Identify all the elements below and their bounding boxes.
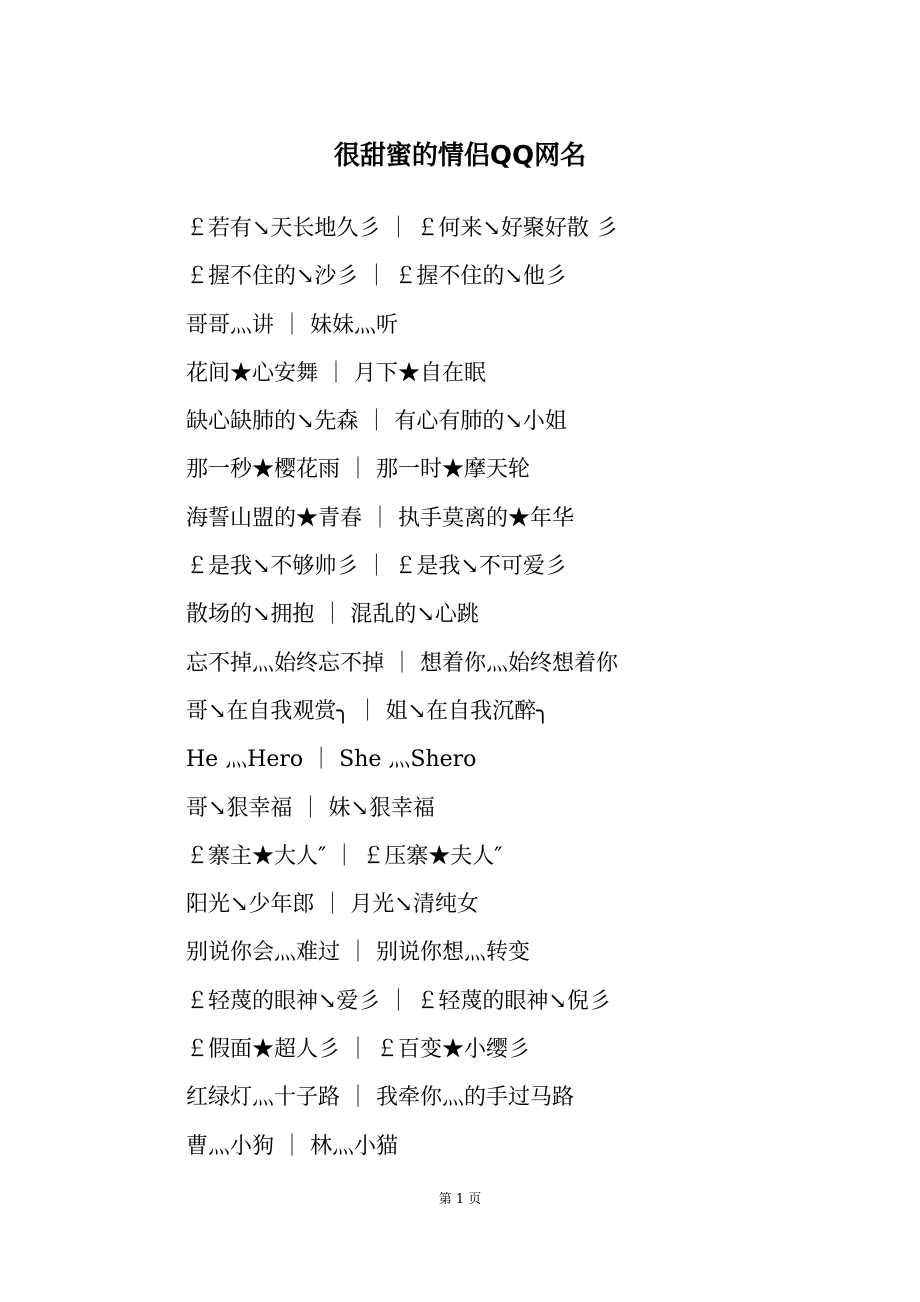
list-item: He 灬Hero ｜ She 灬Shero — [186, 747, 477, 773]
list-item: 别说你会灬难过 ｜ 别说你想灬转变 — [186, 940, 530, 966]
page-number: 第 1 页 — [438, 1192, 482, 1207]
list-item: ￡寨主★大人″ ｜ ￡压寨★夫人″ — [186, 843, 503, 869]
list-item: 哥↘狠幸福 ｜ 妹↘狠幸福 — [186, 795, 435, 821]
list-item: 海誓山盟的★青春 ｜ 执手莫离的★年华 — [186, 505, 574, 531]
list-item: ￡若有↘天长地久彡 ｜ ￡何来↘好聚好散 彡 — [186, 216, 618, 241]
nickname-list — [186, 205, 866, 1171]
list-item: ￡轻蔑的眼神↘爱彡 ｜ ￡轻蔑的眼神↘倪彡 — [186, 988, 611, 1014]
list-item: 那一秒★樱花雨 ｜ 那一时★摩天轮 — [186, 457, 530, 483]
list-item: 忘不掉灬始终忘不掉 ｜ 想着你灬始终想着你 — [186, 650, 618, 676]
page-title: 很甜蜜的情侣QQ网名 — [333, 141, 587, 171]
list-item: 哥↘在自我观赏╮ ｜ 姐↘在自我沉醉╮ — [186, 698, 550, 724]
list-item: 曹灬小狗 ｜ 林灬小猫 — [186, 1133, 398, 1159]
list-item: ￡握不住的↘沙彡 ｜ ￡握不住的↘他彡 — [186, 264, 567, 290]
list-item: 缺心缺肺的↘先森 ｜ 有心有肺的↘小姐 — [186, 409, 567, 435]
list-item: 阳光↘少年郎 ｜ 月光↘清纯女 — [186, 892, 479, 918]
list-item: 红绿灯灬十子路 ｜ 我牵你灬的手过马路 — [186, 1085, 574, 1111]
list-item: 散场的↘拥抱 ｜ 混乱的↘心跳 — [186, 602, 479, 628]
list-item: ￡假面★超人彡 ｜ ￡百变★小缨彡 — [186, 1037, 530, 1063]
list-item: 哥哥灬讲 ｜ 妹妹灬听 — [186, 312, 398, 338]
list-item: 花间★心安舞 ｜ 月下★自在眠 — [186, 360, 486, 386]
list-item: ￡是我↘不够帅彡 ｜ ￡是我↘不可爱彡 — [186, 554, 567, 580]
